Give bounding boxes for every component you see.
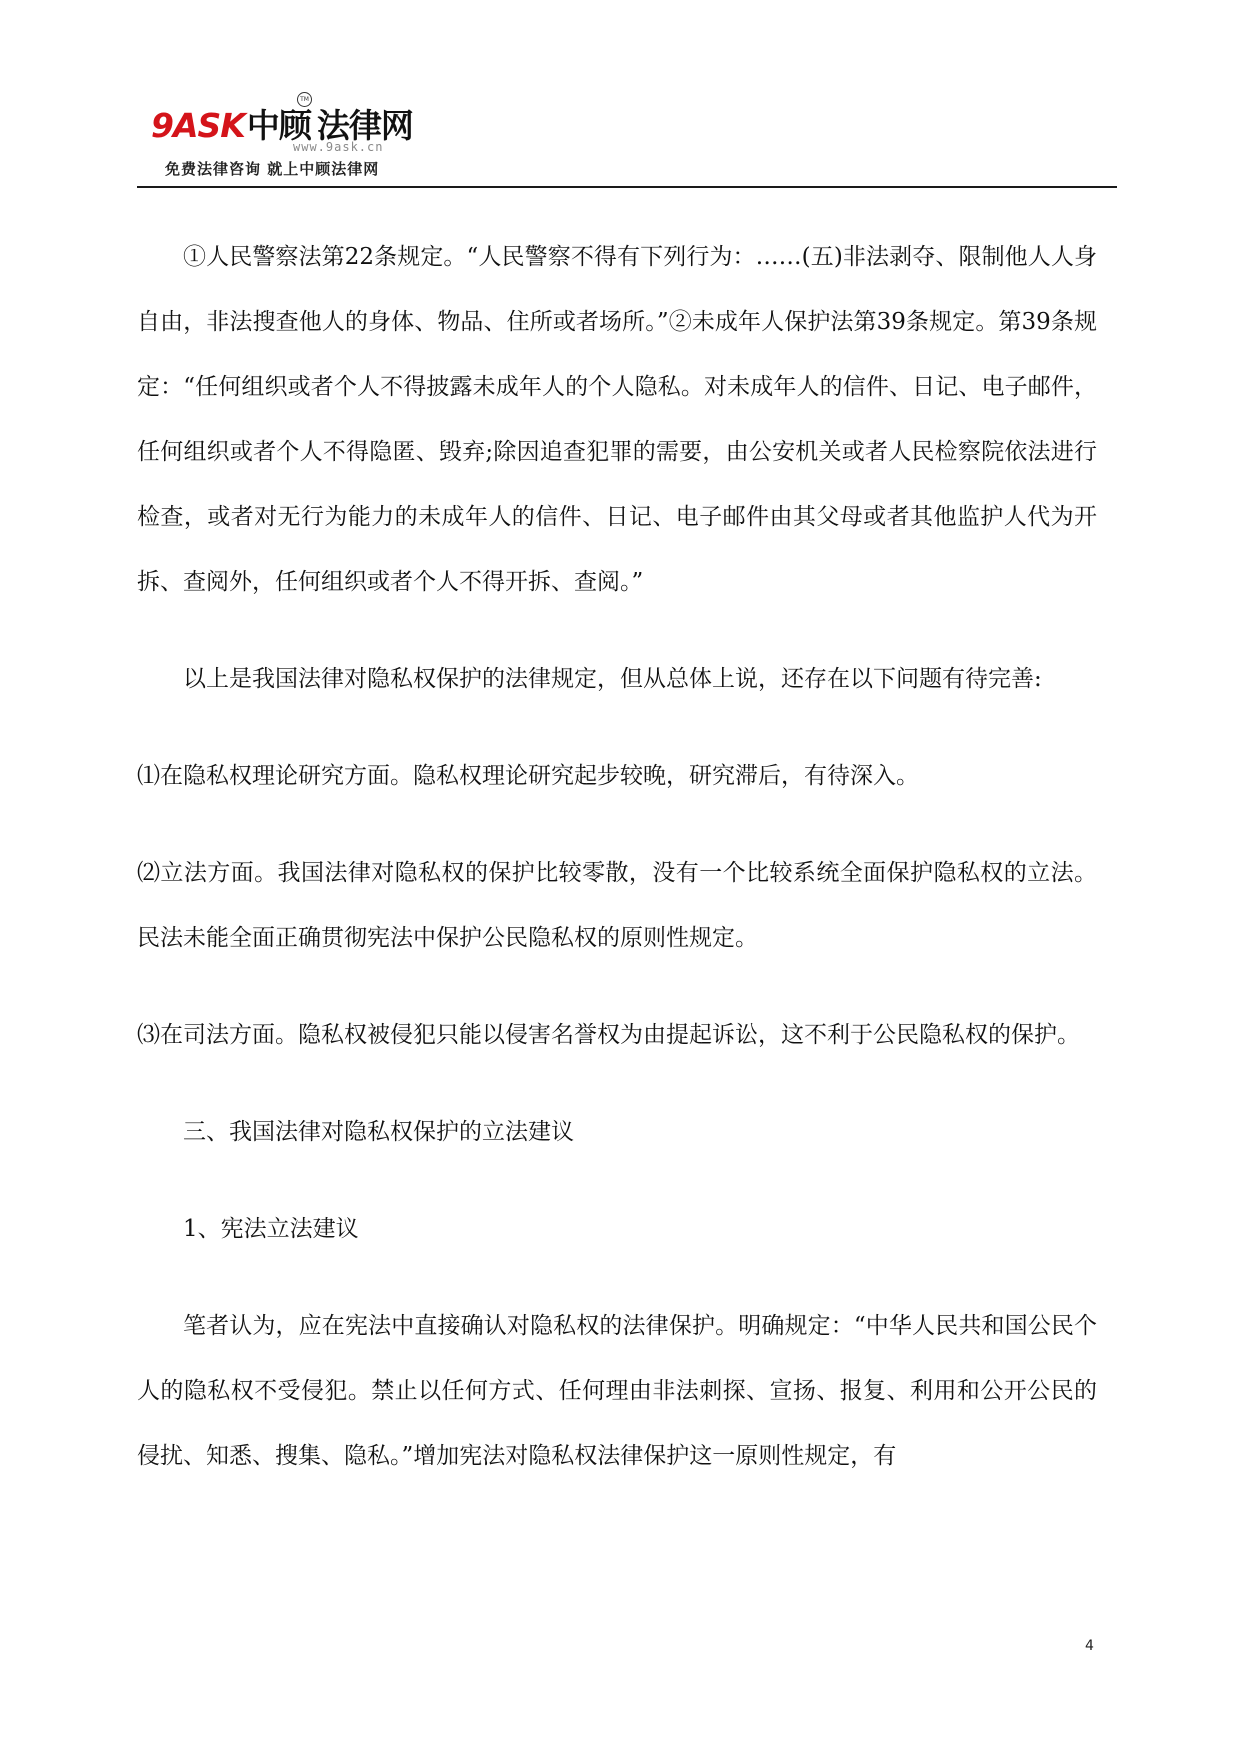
paragraph-1: ①人民警察法第22条规定。“人民警察不得有下列行为：……(五)非法剥夺、限制他人人身自由，非法搜查他人的身体、物品、住所或者场所。”②未成年人保护法第39条规定。第39条规定：“任何组织或者个人不得披露未成年人的个人隐私。对未成年人的信件、日记、电子邮件，任何组织或者个人不得隐匿、毁弃;除因追查犯罪的需要，由公安机关或者人民检察院依法进行检查，或者对无行为能力的未成年人的信件、日记、电子邮件由其父母或者其他监护人代为开拆、查阅外，任何组织或者个人不得开拆、查阅。” (137, 244, 1097, 595)
logo-9ask-text: 9ASK (151, 106, 245, 145)
site-logo (151, 92, 411, 184)
paragraph-2: 以上是我国法律对隐私权保护的法律规定，但从总体上说，还存在以下问题有待完善: (183, 666, 1042, 692)
logo-slogan: 免费法律咨询 就上中顾法律网 (165, 160, 380, 178)
paragraph-6: 笔者认为，应在宪法中直接确认对隐私权的法律保护。明确规定：“中华人民共和国公民个人的隐私权不受侵犯。禁止以任何方式、任何理由非法刺探、宣扬、报复、利用和公开公民的侵扰、知悉、搜集、隐私。”增加宪法对隐私权法律保护这一原则性规定，有 (137, 1313, 1097, 1469)
logo-cn-text: 中顾 (246, 106, 311, 145)
document-body (137, 225, 1097, 1521)
paragraph-3: ⑴在隐私权理论研究方面。隐私权理论研究起步较晚，研究滞后，有待深入。 (137, 763, 919, 789)
page-number: 4 (1085, 1638, 1094, 1654)
paragraph-5: ⑶在司法方面。隐私权被侵犯只能以侵害名誉权为由提起诉讼，这不利于公民隐私权的保护。 (137, 1022, 1080, 1048)
header-divider (137, 186, 1117, 188)
paragraph-4: ⑵立法方面。我国法律对隐私权的保护比较零散，没有一个比较系统全面保护隐私权的立法。民法未能全面正确贯彻宪法中保护公民隐私权的原则性规定。 (137, 860, 1097, 951)
subsection-heading: 1、宪法立法建议 (183, 1216, 359, 1242)
logo-law-text: 法律网 (316, 106, 413, 145)
trademark-icon: TM (297, 92, 312, 107)
logo-url: www.9ask.cn (293, 140, 384, 154)
page-header (137, 92, 1117, 188)
section-heading: 三、我国法律对隐私权保护的立法建议 (183, 1119, 574, 1145)
